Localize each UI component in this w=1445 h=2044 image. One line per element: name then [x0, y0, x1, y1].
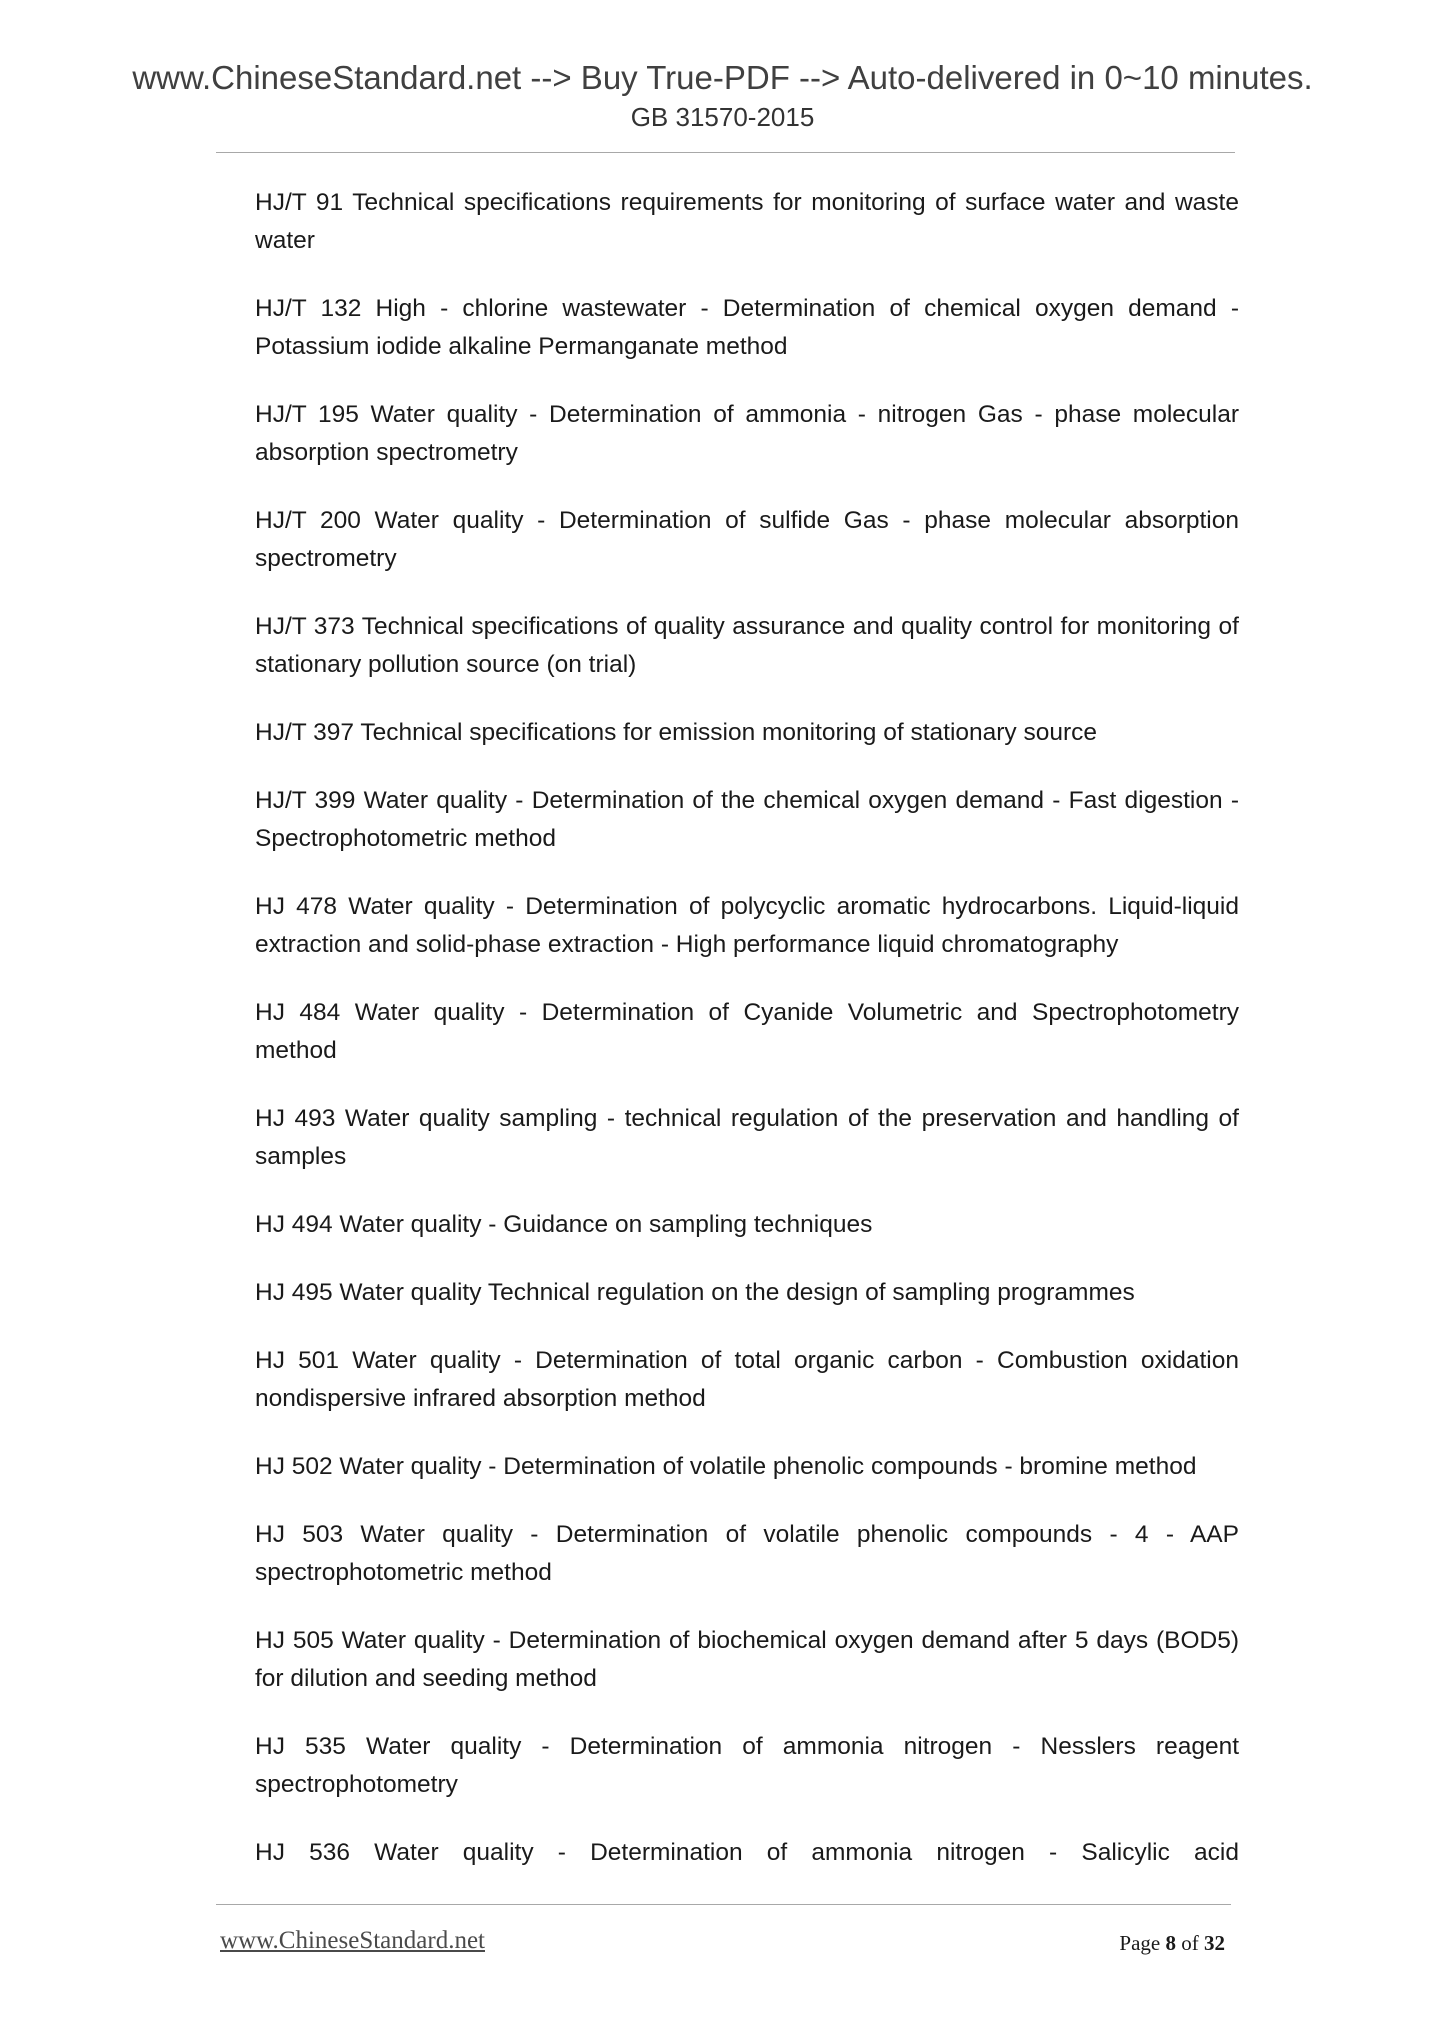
reference-entry-hj-495: HJ 495 Water quality Technical regulation on the design of sampling programmes [255, 1279, 1135, 1306]
reference-entry-hj-501: HJ 501 Water quality - Determination of total organic carbon - Combustion oxidation nondispersive infrared absorption method [255, 1347, 1239, 1412]
reference-entry-hjt-132: HJ/T 132 High - chlorine wastewater - Determination of chemical oxygen demand - Potassium iodide alkaline Permanganate method [255, 295, 1239, 360]
reference-entry-hj-493: HJ 493 Water quality sampling - technical regulation of the preservation and handling of samples [255, 1105, 1239, 1170]
reference-entry-hj-535: HJ 535 Water quality - Determination of ammonia nitrogen - Nesslers reagent spectrophotometry [255, 1733, 1239, 1798]
reference-entry-hj-484: HJ 484 Water quality - Determination of Cyanide Volumetric and Spectrophotometry method [255, 999, 1239, 1064]
reference-entry-hj-502: HJ 502 Water quality - Determination of volatile phenolic compounds - bromine method [255, 1453, 1197, 1480]
reference-entry-hjt-399: HJ/T 399 Water quality - Determination of the chemical oxygen demand - Fast digestion - Spectrophotometric method [255, 787, 1239, 852]
header-banner: www.ChineseStandard.net --> Buy True-PDF --> Auto-delivered in 0~10 minutes. [132, 59, 1313, 96]
reference-entry-hj-505: HJ 505 Water quality - Determination of biochemical oxygen demand after 5 days (BOD5) for dilution and seeding method [255, 1627, 1239, 1692]
reference-entry-hjt-373: HJ/T 373 Technical specifications of quality assurance and quality control for monitoring of stationary pollution source (on trial) [255, 613, 1239, 678]
reference-entry-hjt-91: HJ/T 91 Technical specifications requirements for monitoring of surface water and waste water [255, 189, 1239, 254]
footer-site-link[interactable]: www.ChineseStandard.net [220, 1927, 485, 1954]
page-of-label: of [1176, 1931, 1204, 1955]
reference-entry-hjt-397: HJ/T 397 Technical specifications for emission monitoring of stationary source [255, 719, 1098, 746]
reference-entry-hj-503: HJ 503 Water quality - Determination of volatile phenolic compounds - 4 - AAP spectrophotometric method [255, 1521, 1239, 1586]
page-current: 8 [1165, 1931, 1176, 1955]
document-code: GB 31570-2015 [630, 102, 815, 132]
reference-entry-hj-536: HJ 536 Water quality - Determination of ammonia nitrogen - Salicylic acid [255, 1839, 1239, 1866]
page-label: Page [1119, 1931, 1166, 1955]
normative-references-list [255, 184, 1239, 1872]
page-indicator [1119, 1930, 1225, 1956]
footer-divider [216, 1904, 1231, 1905]
reference-entry-hj-478: HJ 478 Water quality - Determination of polycyclic aromatic hydrocarbons. Liquid-liquid extraction and solid-phase extraction - High performance liquid chromatography [255, 893, 1239, 958]
page-total: 32 [1204, 1931, 1225, 1955]
reference-entry-hjt-200: HJ/T 200 Water quality - Determination of sulfide Gas - phase molecular absorption spectrometry [255, 507, 1239, 572]
reference-entry-hj-494: HJ 494 Water quality - Guidance on sampling techniques [255, 1211, 873, 1238]
header-divider [216, 152, 1235, 153]
reference-entry-hjt-195: HJ/T 195 Water quality - Determination of ammonia - nitrogen Gas - phase molecular absorption spectrometry [255, 401, 1239, 466]
